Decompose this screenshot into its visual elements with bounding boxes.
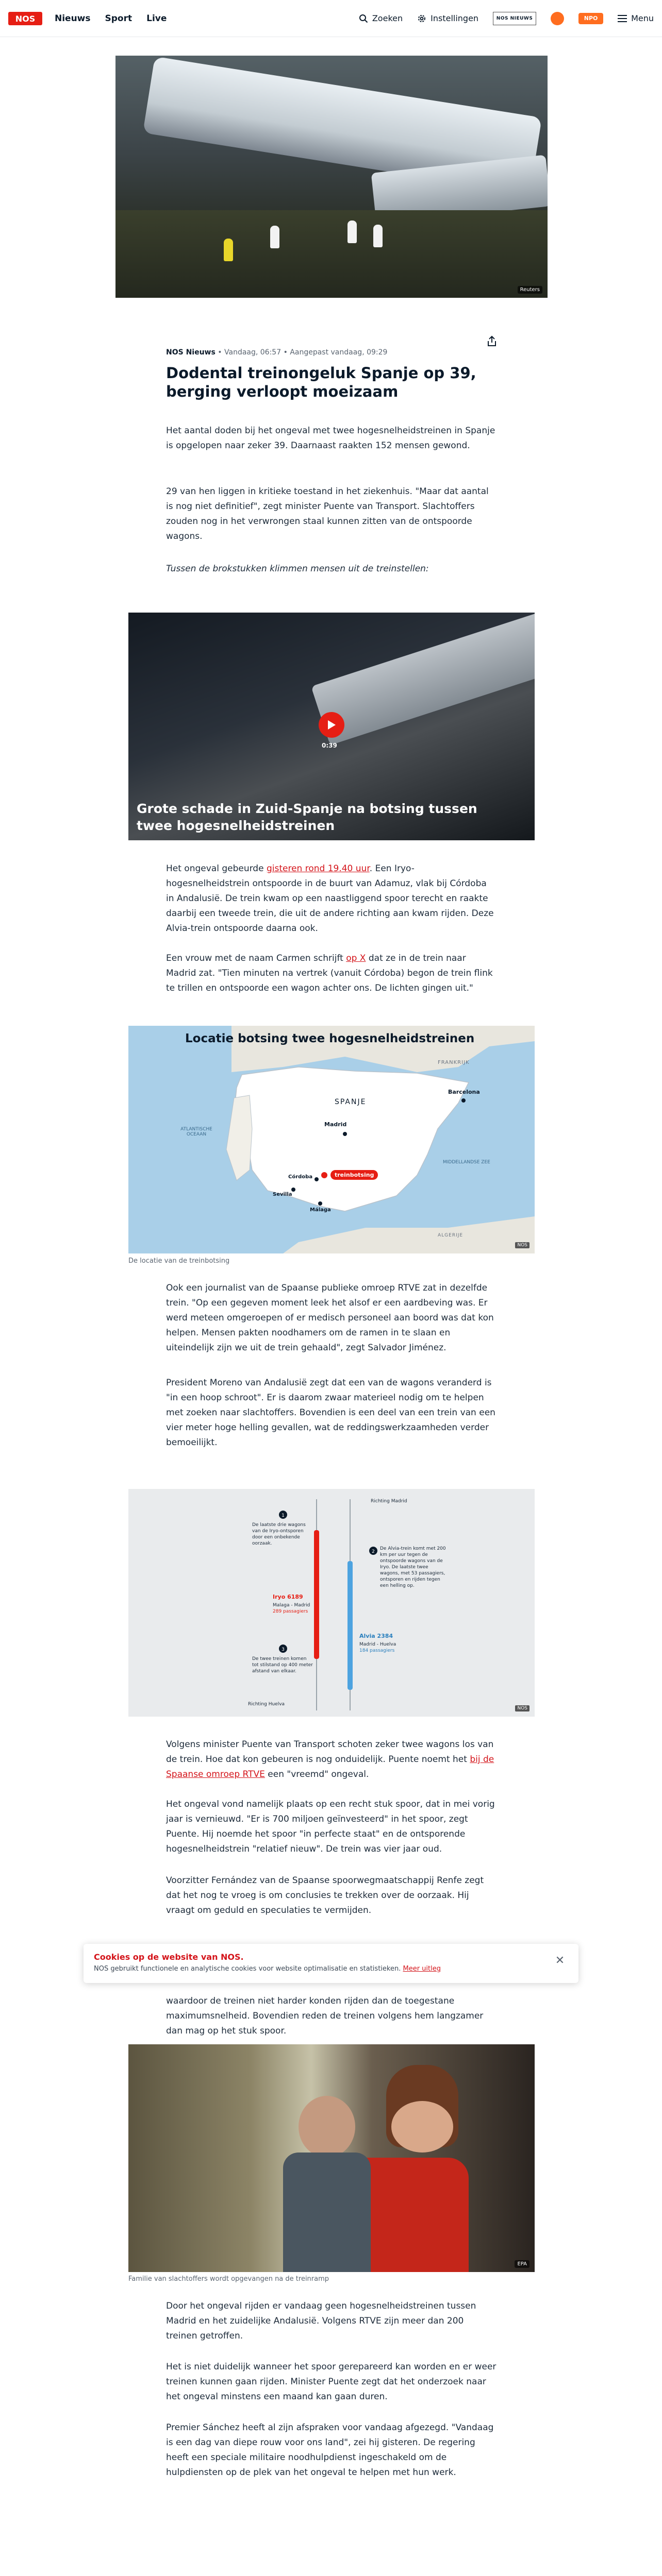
meta-updated: Aangepast vandaag, 09:29 <box>290 348 388 357</box>
article-paragraph: Tussen de brokstukken klimmen mensen uit de treinstellen: <box>166 564 429 574</box>
diagram-label-bottom: Richting Huelva <box>248 1702 285 1707</box>
map-label-spain: SPANJE <box>335 1098 367 1106</box>
gear-icon <box>417 14 426 23</box>
map-spain <box>234 1067 469 1211</box>
menu-label: Menu <box>631 13 654 23</box>
map-label-crash: treinbotsing <box>330 1170 378 1180</box>
settings-button[interactable] <box>417 13 478 23</box>
photo-second-body <box>283 2153 371 2272</box>
nav-item-nieuws[interactable]: Nieuws <box>55 13 91 24</box>
npo-logo[interactable]: NPO <box>578 13 603 24</box>
video-duration: 0:39 <box>322 742 337 749</box>
diagram-train-alvia <box>347 1561 353 1690</box>
diagram-nos-mark: NOS <box>515 1705 529 1711</box>
article-title: Dodental treinongeluk Spanje op 39, berging verloopt moeizaam <box>166 364 476 400</box>
map-label-france: FRANKRIJK <box>438 1060 470 1065</box>
article-paragraph: Het is niet duidelijk wanneer het spoor gerepareerd kan worden en er weer treinen kunnen gaan rijden. Minister Puente zegt dat het onderzoek naar het ongeval minstens een maand kan gaan duren. <box>166 2362 496 2402</box>
svg-text:1: 1 <box>282 1513 285 1518</box>
article-meta <box>166 348 497 357</box>
nav-item-sport[interactable]: Sport <box>105 13 133 24</box>
location-map <box>128 1026 535 1253</box>
hero-image <box>115 56 548 298</box>
hero-rescuer <box>224 239 233 261</box>
site-header <box>0 0 662 37</box>
hero-rescuer <box>347 221 357 243</box>
nos-logo[interactable] <box>8 11 42 26</box>
share-button[interactable] <box>484 334 500 350</box>
hamburger-icon <box>618 15 627 22</box>
diagram-iryo-route: Malaga - Madrid <box>273 1603 310 1608</box>
share-icon <box>486 335 498 347</box>
cookie-text <box>94 1965 568 1973</box>
map-title: Locatie botsing twee hogesnelheidstreinen <box>185 1032 475 1045</box>
svg-text:3: 3 <box>282 1647 285 1652</box>
cookie-body: NOS gebruikt functionele en analytische cookies voor website optimalisatie en statistieken. <box>94 1965 401 1973</box>
article-paragraph: waardoor de treinen niet harder konden rijden dan de toegestane maximumsnelheid. Bovendien reden de treinen volgens hem langzamer dan mag op het stuk spoor. <box>166 1996 484 2036</box>
play-icon <box>327 720 336 730</box>
menu-button[interactable] <box>618 13 654 23</box>
map-label-atlantic: ATLANTISCHE OCEAAN <box>180 1127 212 1137</box>
diagram-alvia-name: Alvia 2384 <box>359 1633 393 1639</box>
play-button[interactable] <box>319 712 344 738</box>
orange-circle-icon[interactable] <box>551 12 564 25</box>
inline-link[interactable]: gisteren rond 19.40 uur <box>266 863 370 874</box>
settings-label: Instellingen <box>431 13 479 23</box>
map-crash-marker <box>321 1172 327 1178</box>
text-span: Volgens minister Puente van Transport schoten zeker twee wagons los van de trein. Hoe dat kon gebeuren is nog onduidelijk. Puente noemt het <box>166 1739 494 1765</box>
diagram-step3-text: De twee treinen komen tot stilstand op 400 meter afstand van elkaar. <box>252 1656 313 1674</box>
text-span: een "vreemd" ongeval. <box>264 1769 369 1780</box>
video-player[interactable] <box>128 613 535 840</box>
map-north-africa <box>283 1216 535 1253</box>
article-paragraph: Ook een journalist van de Spaanse publieke omroep RTVE zat in dezelfde trein. "Op een gegeven moment leek het alsof er een aardbeving was. Er werd meteen omgeroepen of er medisch personeel aan boord was dat kon helpen. Mensen pakten noodhamers om de ramen in te slaan en uiteindelijk zijn we uit de trein gehaald", zegt Salvador Jiménez. <box>166 1283 494 1353</box>
hero-rescuer <box>270 226 279 248</box>
map-label-algeria: ALGERIJE <box>438 1233 464 1238</box>
article-paragraph <box>166 951 497 996</box>
map-caption: De locatie van de treinbotsing <box>128 1257 230 1265</box>
map-label-sevilla: Sevilla <box>273 1192 292 1197</box>
header-actions <box>359 12 654 25</box>
article-paragraph: Door het ongeval rijden er vandaag geen hogesnelheidstreinen tussen Madrid en het zuidelijke Andalusië. Volgens RTVE zijn meer dan 200 treinen getroffen. <box>166 2301 476 2341</box>
diagram-alvia-route: Madrid - Huelva <box>359 1642 396 1647</box>
hero-rescuer <box>373 225 383 247</box>
article-paragraph: Het aantal doden bij het ongeval met twee hogesnelheidstreinen in Spanje is opgelopen naar zeker 39. Daarnaast raakten 152 mensen gewond. <box>166 426 495 451</box>
hero-ground <box>115 210 548 298</box>
video-title: Grote schade in Zuid-Spanje na botsing tussen twee hogesnelheidstreinen <box>137 801 477 833</box>
hero-credit: Reuters <box>518 286 542 294</box>
map-label-malaga: Málaga <box>310 1207 331 1213</box>
search-icon <box>359 14 368 23</box>
map-portugal <box>226 1095 252 1180</box>
photo-credit: EPA <box>515 2260 529 2268</box>
search-button[interactable] <box>359 13 403 23</box>
meta-separator: • <box>283 348 290 357</box>
article-paragraph: Het ongeval vond namelijk plaats op een recht stuk spoor, dat in mei vorig jaar is vernieuwd. "Er is 700 miljoen geïnvesteerd" in het spoor, zegt Puente. Hij noemde het spoor "in perfecte staat" en de ontsporende hogesnelheidstrein "relatief nieuw". De trein was vier jaar oud. <box>166 1799 495 1854</box>
cookie-more-link[interactable]: Meer uitleg <box>403 1965 441 1973</box>
diagram-alvia-passengers: 184 passagiers <box>359 1648 395 1653</box>
map-dot-malaga <box>318 1201 322 1206</box>
svg-text:2: 2 <box>372 1549 375 1554</box>
diagram-step1-text: De laatste drie wagons van de Iryo-ontsporen door een onbekende oorzaak. <box>252 1522 306 1546</box>
article-paragraph <box>166 1737 497 1782</box>
cookie-banner <box>84 1944 578 1983</box>
text-span: Het ongeval gebeurde <box>166 863 267 874</box>
meta-source: NOS Nieuws <box>166 348 216 357</box>
main-nav <box>55 13 167 24</box>
cookie-title: Cookies op de website van NOS. <box>94 1952 244 1962</box>
inline-link-rtve[interactable]: bij de Spaanse omroep RTVE <box>166 1754 494 1780</box>
map-label-madrid: Madrid <box>324 1121 347 1128</box>
meta-published: Vandaag, 06:57 <box>224 348 282 357</box>
diagram-graphic <box>128 1489 535 1717</box>
photo-second-face <box>299 2096 355 2158</box>
map-graphic <box>128 1026 535 1253</box>
article-paragraph: Premier Sánchez heeft al zijn afspraken voor vandaag afgezegd. "Vandaag is een dag van diepe rouw voor ons land", zei hij gisteren. De regering heeft een speciale militaire noodhulpdienst ingeschakeld om de hulpdiensten op de plek van het ongeval te helpen met hun werk. <box>166 2422 494 2478</box>
diagram-iryo-name: Iryo 6189 <box>273 1594 303 1600</box>
text-span: dat ze in de trein naar Madrid zat. "Tien minuten na vertrek (vanuit Córdoba) begon de trein flink te trillen en ontspoorde een wagon achter ons. De lichten gingen uit." <box>166 953 493 993</box>
search-label: Zoeken <box>372 13 403 23</box>
photo-caption: Familie van slachtoffers wordt opgevangen na de treinramp <box>128 2275 329 2283</box>
map-dot-madrid <box>343 1132 347 1136</box>
diagram-train-iryo <box>314 1530 319 1659</box>
text-span: Een vrouw met de naam Carmen schrijft <box>166 953 346 963</box>
close-icon[interactable]: ✕ <box>554 1954 566 1967</box>
inline-link-x[interactable]: op X <box>346 953 366 963</box>
map-dot-sevilla <box>291 1188 295 1192</box>
map-label-barcelona: Barcelona <box>448 1089 480 1095</box>
text-span: . Een Iryo-hogesnelheidstrein ontspoorde in de buurt van Adamuz, vlak bij Córdoba in Andalusië. De trein kwam op een naastliggend spoor terecht en raakte daarbij een tweede trein, die uit de andere richting aan kwam rijden. Deze Alvia-trein ontspoorde daarna ook. <box>166 863 494 934</box>
map-label-cordoba: Córdoba <box>288 1174 313 1180</box>
crash-diagram <box>128 1489 535 1717</box>
article-paragraph: Voorzitter Fernández van de Spaanse spoorwegmaatschappij Renfe zegt dat het nog te vroeg is om conclusies te trekken over de oorzaak. Hij vraagt om geduld en speculaties te vermijden. <box>166 1875 484 1916</box>
video-train <box>311 613 535 745</box>
photo-person-face <box>391 2101 453 2153</box>
family-photo <box>128 2044 535 2272</box>
diagram-iryo-passengers: 289 passagiers <box>273 1609 308 1614</box>
nav-item-live[interactable]: Live <box>146 13 167 24</box>
map-nos-mark: NOS <box>515 1242 529 1248</box>
diagram-label-top: Richting Madrid <box>371 1499 407 1504</box>
svg-text:NOS: NOS <box>15 13 36 24</box>
article-paragraph: 29 van hen liggen in kritieke toestand in het ziekenhuis. "Maar dat aantal is nog niet definitief", zegt minister Puente van Transport. Slachtoffers zouden nog in het verwrongen staal kunnen zitten van de ontspoorde wagons. <box>166 486 489 541</box>
nos-logo-icon <box>8 12 42 25</box>
map-label-mediterranean: MIDDELLANDSE ZEE <box>443 1160 490 1165</box>
map-dot-cordoba <box>315 1177 319 1181</box>
map-dot-barcelona <box>461 1098 466 1103</box>
article-paragraph: President Moreno van Andalusië zegt dat een van de wagons veranderd is "in een hoop schroot". Er is daarom zwaar materieel nodig om te helpen met zoeken naar slachtoffers. Bovendien is een deel van een trein van een vier meter hoge helling gevallen, wat de reddingswerkzaamheden verder bemoeilijkt. <box>166 1378 495 1448</box>
meta-separator: • <box>218 348 224 357</box>
article-paragraph <box>166 861 497 936</box>
nos-nieuws-badge[interactable]: NOS NIEUWS <box>493 12 536 25</box>
diagram-step2-text: De Alvia-trein komt met 200 km per uur tegen de ontspoorde wagons van de Iryo. De laatste twee wagons, met 53 passagiers, ontsporen en rijden tegen een helling op. <box>380 1546 446 1588</box>
